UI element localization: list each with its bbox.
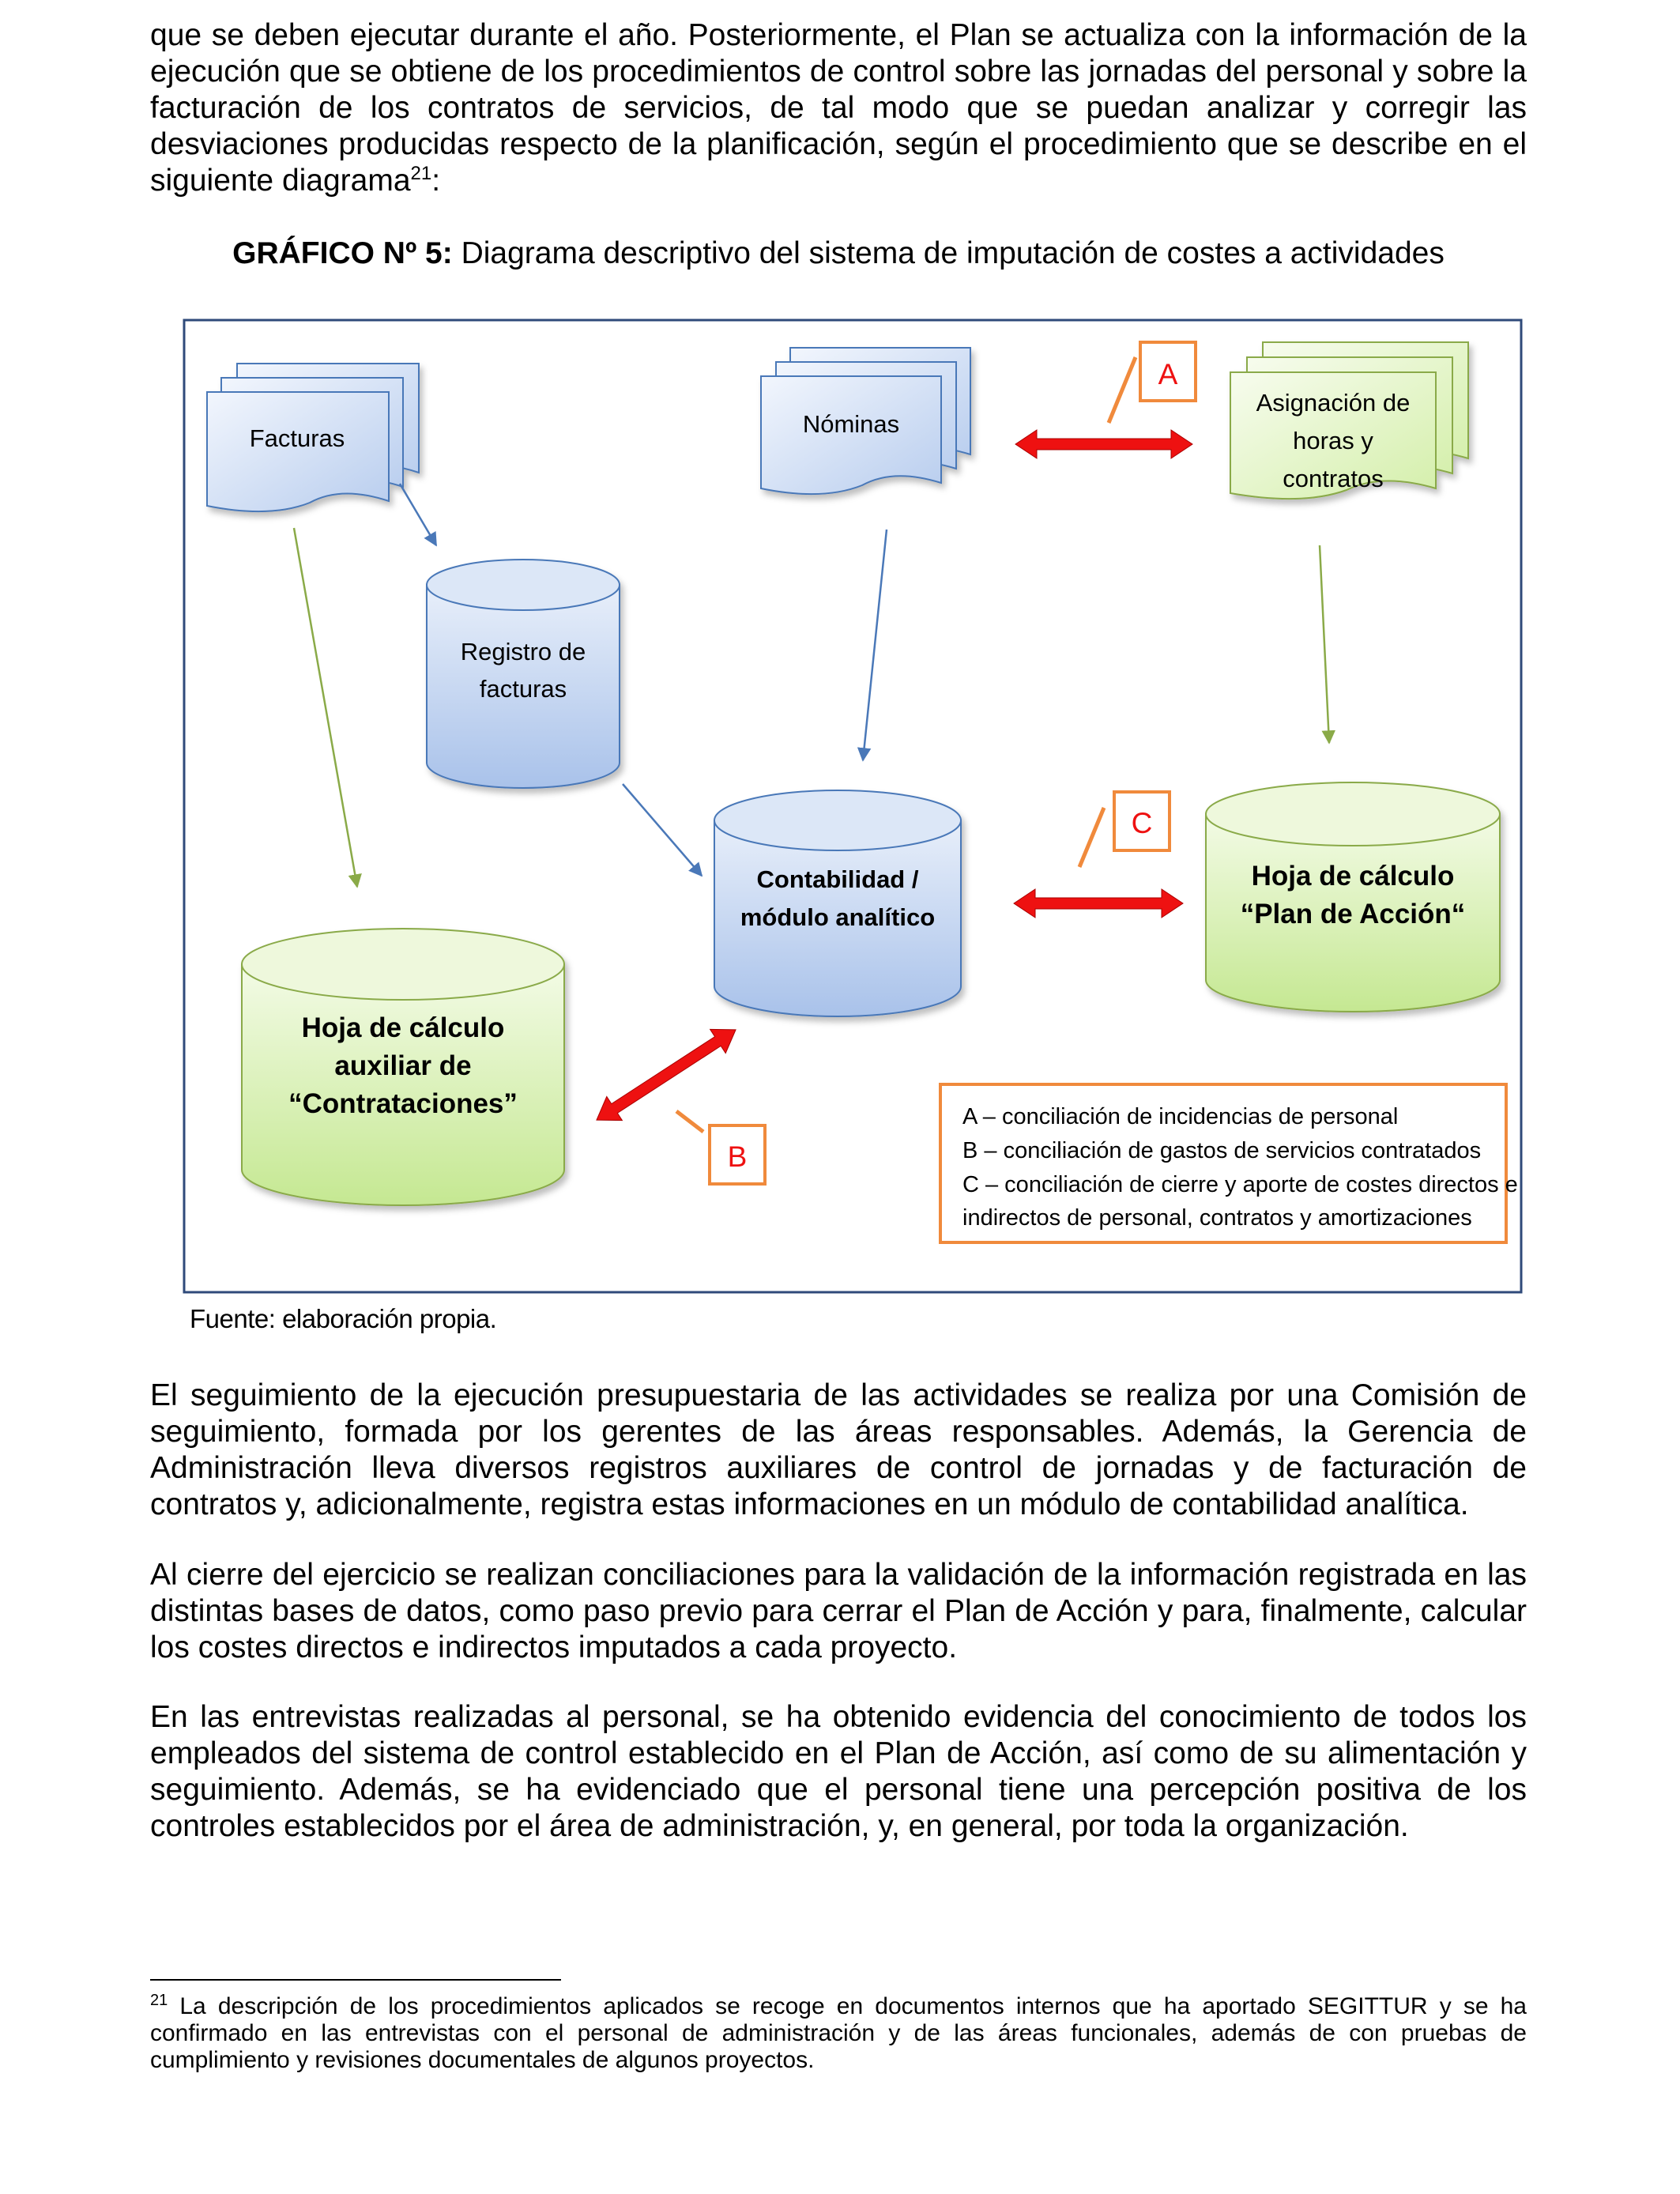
contabilidad-label-2: módulo analítico — [740, 903, 936, 931]
asignacion-label-1: Asignación de — [1256, 389, 1411, 417]
paragraph-3: Al cierre del ejercicio se realizan conciliaciones para la validación de la información registrada en las distintas bases de datos, como paso previo para cerrar el Plan de Acción y para, finalmente, calcular los costes directos e indirectos imputados a cada proyecto. — [150, 1558, 1527, 1664]
contrataciones-label-2: auxiliar de — [334, 1050, 472, 1081]
legend-a: A – conciliación de incidencias de personal — [962, 1104, 1399, 1129]
legend-c-continued: indirectos de personal, contratos y amortizaciones — [962, 1205, 1472, 1231]
figure-source: Fuente: elaboración propia. — [190, 1304, 497, 1333]
registro-facturas-database — [427, 560, 620, 788]
caption-text: Diagrama descriptivo del sistema de imputación de costes a actividades — [452, 236, 1445, 270]
footnote-text: La descripción de los procedimientos aplicados se recoge en documentos internos que ha aportado SEGITTUR y se ha confirmado en las entrevistas con el personal de administración y de las áreas funcionales, además de con pruebas de cumplimiento y revisiones documentales de algunos proyectos. — [150, 1993, 1527, 2073]
footnote-separator — [150, 1979, 561, 1981]
caption-label: GRÁFICO Nº 5: — [232, 236, 453, 270]
marker-a-label: A — [1158, 358, 1178, 390]
facturas-label: Facturas — [249, 424, 345, 452]
plan-accion-spreadsheet — [1206, 782, 1500, 1012]
contrataciones-label-3: “Contrataciones” — [288, 1088, 518, 1119]
paragraph-4: En las entrevistas realizadas al personal, se ha obtenido evidencia del conocimiento de todos los empleados del sistema de control establecido en el Plan de Acción, así como de su alimentación y seguimiento. Además, se ha evidenciado que el personal tiene una percepción positiva de los controles establecidos por el área de administración, y, en general, por toda la organización. — [150, 1700, 1527, 1843]
nominas-label: Nóminas — [802, 410, 900, 438]
footnote — [150, 1993, 1527, 2074]
registro-label-1: Registro de — [460, 638, 586, 665]
footnote-reference[interactable]: 21 — [410, 163, 432, 184]
paragraph-2: El seguimiento de la ejecución presupuestaria de las actividades se realiza por una Comisión de seguimiento, formada por los gerentes de las áreas responsables. Además, la Gerencia de Administración lleva diversos registros auxiliares de control de jornadas y de facturación de contratos y, adicionalmente, registra estas informaciones en un módulo de contabilidad analítica. — [150, 1378, 1527, 1521]
plan-accion-label-2: “Plan de Acción“ — [1240, 899, 1466, 929]
intro-end: : — [431, 164, 441, 198]
registro-label-2: facturas — [479, 675, 567, 703]
legend-b: B – conciliación de gastos de servicios contratados — [962, 1138, 1482, 1163]
marker-b-label: B — [727, 1140, 748, 1173]
marker-c-label: C — [1131, 807, 1153, 839]
contrataciones-label-1: Hoja de cálculo — [301, 1012, 505, 1043]
footnote-number: 21 — [150, 1992, 168, 2009]
intro-text: que se deben ejecutar durante el año. Posteriormente, el Plan se actualiza con la información de la ejecución que se obtiene de los procedimientos de control sobre las jornadas del personal y sobre la facturación de los contratos de servicios, de tal modo que se puedan analizar y corregir las desviaciones producidas respecto de la planificación, según el procedimiento que se describe en el siguiente diagrama — [150, 18, 1527, 198]
contabilidad-label-1: Contabilidad / — [756, 865, 919, 893]
asignacion-label-2: horas y — [1293, 427, 1373, 454]
legend-c: C – conciliación de cierre y aporte de costes directos e — [962, 1172, 1518, 1197]
plan-accion-label-1: Hoja de cálculo — [1251, 861, 1455, 892]
asignacion-label-3: contratos — [1283, 465, 1384, 492]
